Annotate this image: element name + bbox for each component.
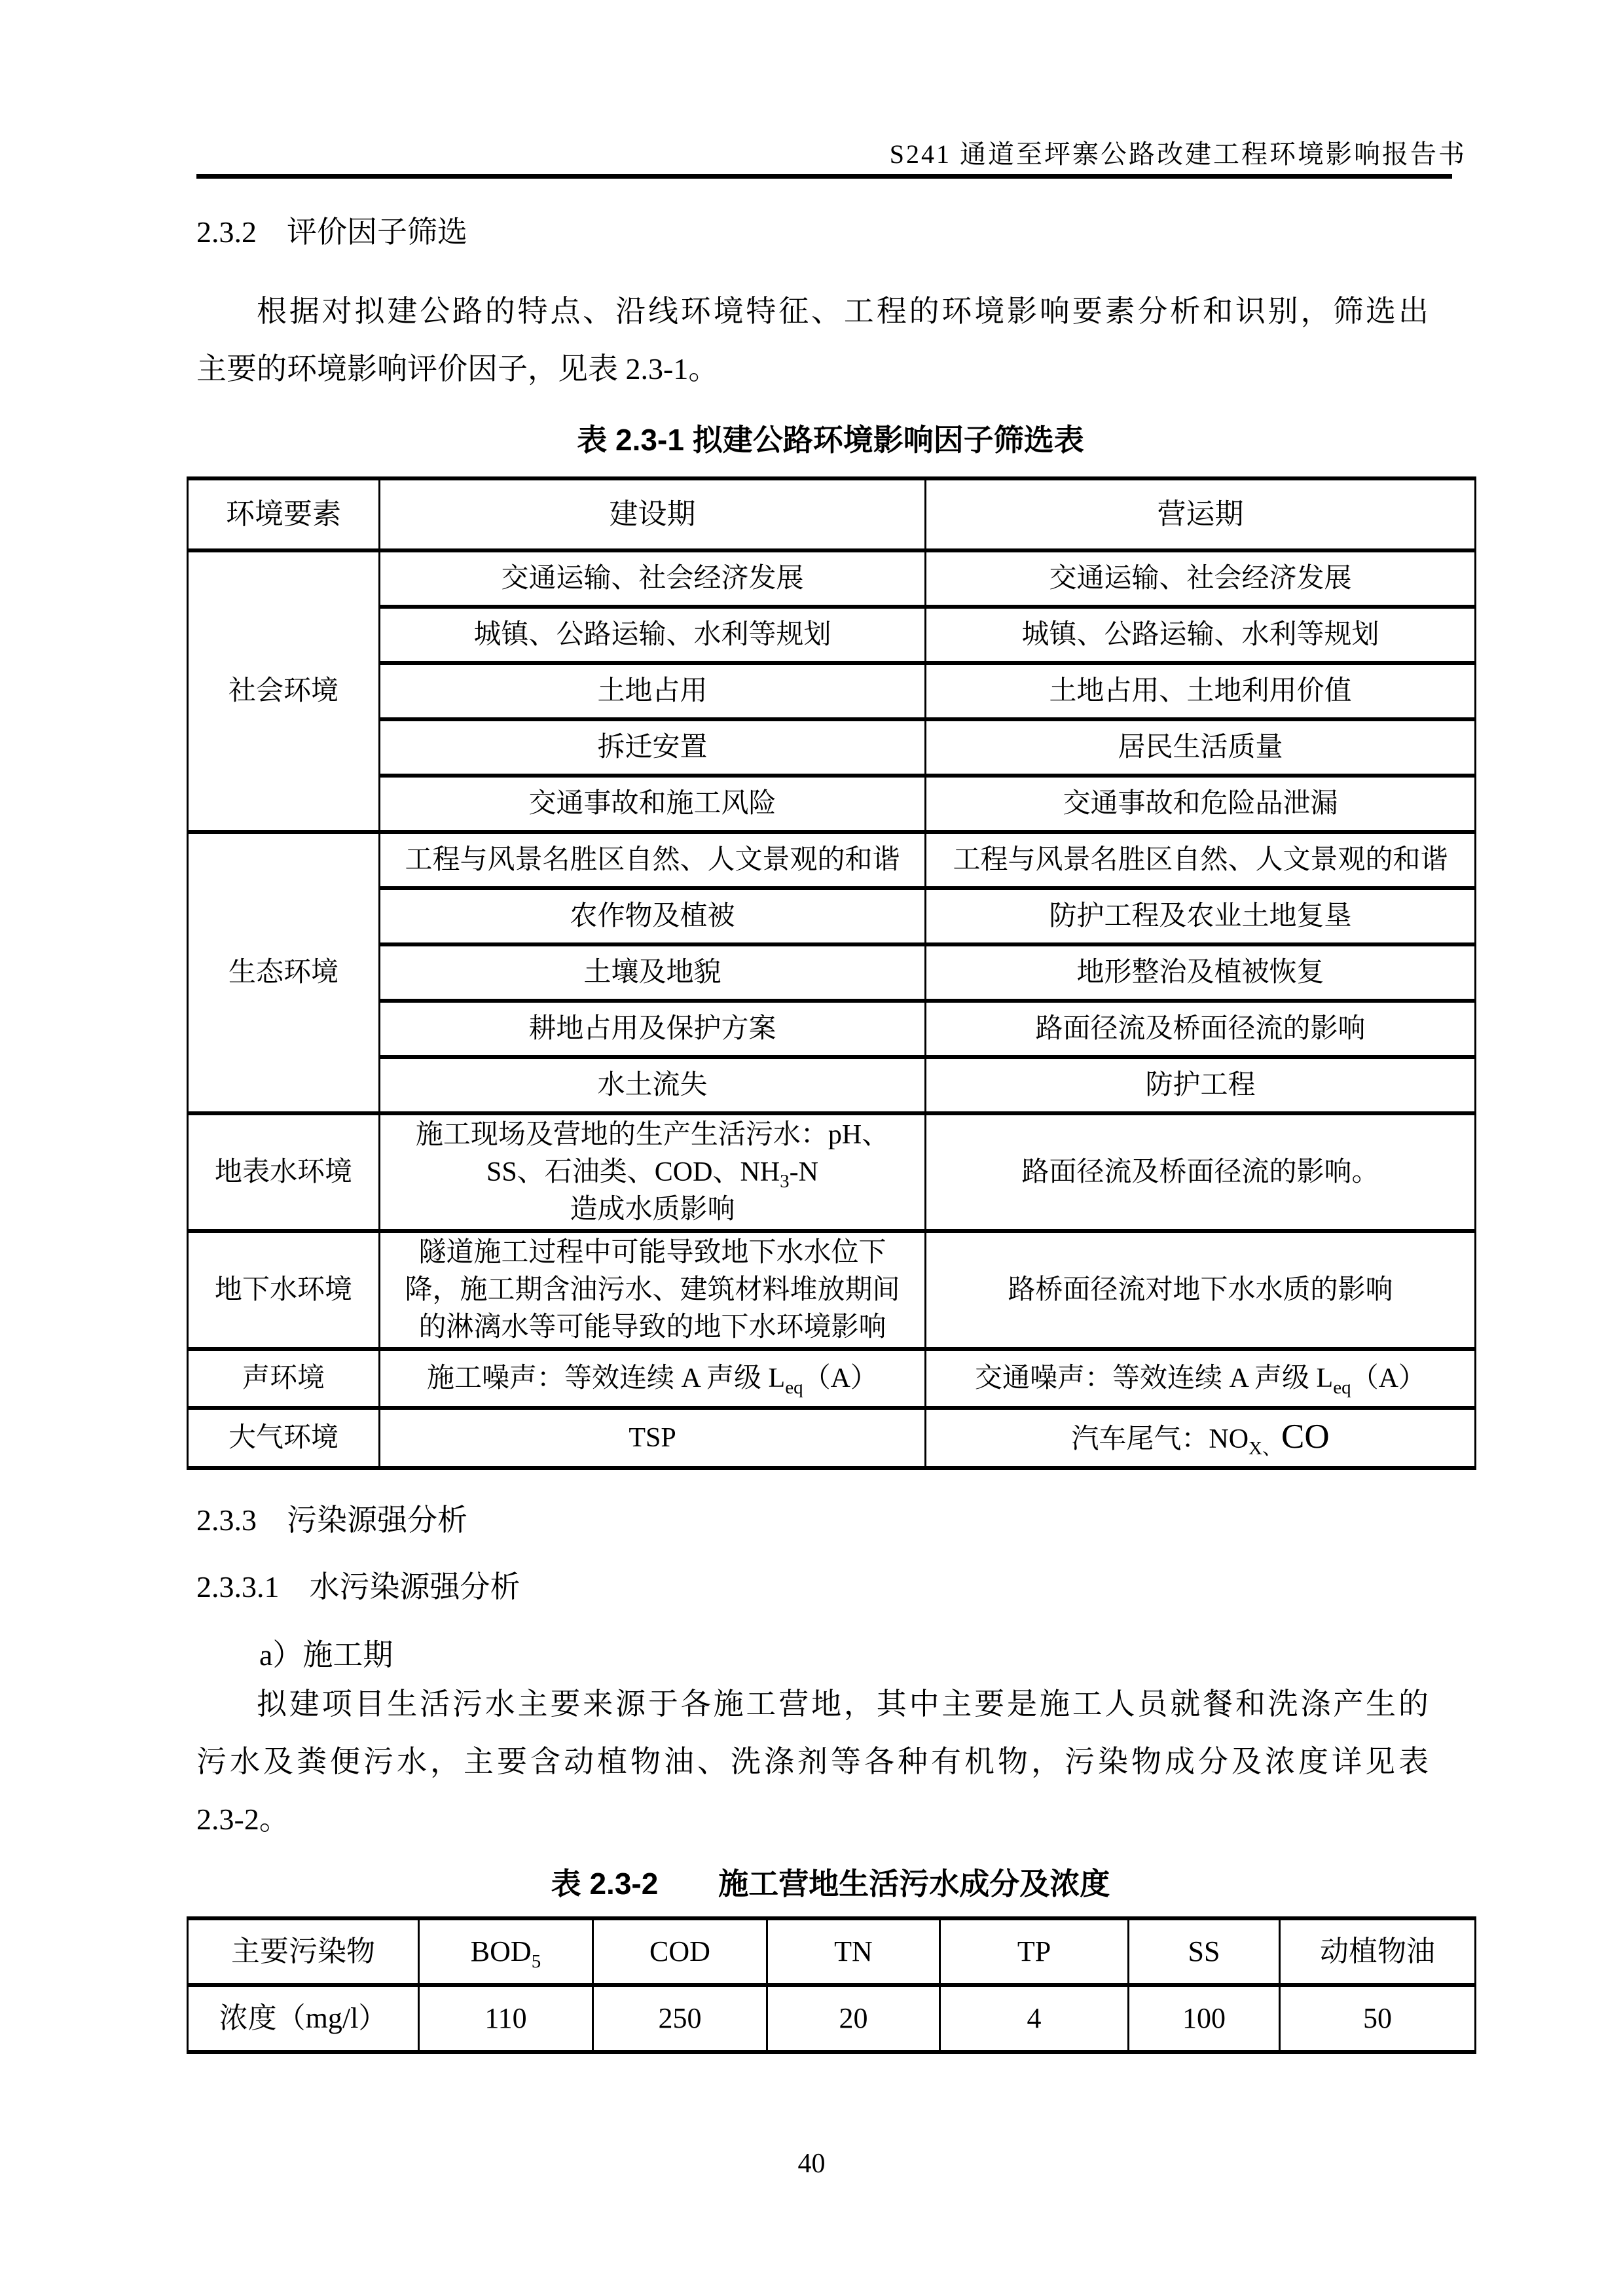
table-row — [188, 1918, 1476, 1985]
col-header-bod5 — [419, 1918, 593, 1985]
subscript: eq — [785, 1377, 803, 1398]
cell-value: 4 — [940, 1985, 1129, 2052]
table-row — [188, 663, 1476, 719]
line — [384, 1154, 921, 1191]
table-row — [188, 832, 1476, 888]
table-row — [188, 550, 1476, 607]
subscript: 5 — [531, 1951, 541, 1972]
subscript: 3 — [780, 1170, 790, 1192]
subsection-heading-a: a）施工期 — [259, 1638, 393, 1672]
paragraph-1-line-2: 主要的环境影响评价因子，见表 2.3-1。 — [196, 352, 719, 386]
air-construction-cell: TSP — [380, 1408, 926, 1468]
cell: 耕地占用及保护方案 — [380, 1001, 926, 1057]
table-row — [188, 1057, 1476, 1113]
cell: 防护工程 — [926, 1057, 1476, 1113]
running-head: S241 通道至坪寨公路改建工程环境影响报告书 — [889, 139, 1467, 169]
col-header-cod: COD — [593, 1918, 767, 1985]
table-row — [188, 1985, 1476, 2052]
page-number: 40 — [797, 2149, 826, 2179]
cell-value: 20 — [767, 1985, 940, 2052]
cell-value: 110 — [419, 1985, 593, 2052]
col-header-tp: TP — [940, 1918, 1129, 1985]
cell: 城镇、公路运输、水利等规划 — [926, 607, 1476, 663]
cell-value: 50 — [1280, 1985, 1476, 2052]
cell: 交通运输、社会经济发展 — [926, 550, 1476, 607]
noise-operation-cell — [926, 1349, 1476, 1408]
paragraph-2-line-2: 污水及粪便污水，主要含动植物油、洗涤剂等各种有机物，污染物成分及浓度详见表 — [196, 1745, 1429, 1778]
group-label-ecology: 生态环境 — [188, 832, 380, 1113]
table-row — [188, 888, 1476, 944]
cell: 土壤及地貌 — [380, 944, 926, 1001]
cell: 居民生活质量 — [926, 719, 1476, 776]
noise-construction-cell — [380, 1349, 926, 1408]
cell: 路面径流及桥面径流的影响 — [926, 1001, 1476, 1057]
impact-factor-table — [187, 476, 1476, 1470]
col-header-operation: 营运期 — [926, 478, 1476, 550]
paragraph-1-line-1: 根据对拟建公路的特点、沿线环境特征、工程的环境影响要素分析和识别，筛选出 — [257, 295, 1429, 328]
paragraph-1 — [196, 283, 1429, 398]
table-row — [188, 1349, 1476, 1408]
group-label-surface-water: 地表水环境 — [188, 1113, 380, 1231]
paragraph-2-line-3: 2.3-2。 — [196, 1803, 289, 1836]
text: BOD — [470, 1935, 532, 1967]
cell — [380, 1113, 926, 1231]
paragraph-2-line-1: 拟建项目生活污水主要来源于各施工营地，其中主要是施工人员就餐和洗涤产生的 — [257, 1687, 1429, 1721]
subscript: eq — [1333, 1377, 1351, 1398]
air-operation-cell — [926, 1408, 1476, 1468]
text: CO — [1281, 1418, 1330, 1456]
ground-water-construction-cell — [384, 1234, 921, 1346]
table-row — [188, 607, 1476, 663]
text: 施工噪声：等效连续 A 声级 L — [427, 1363, 786, 1393]
table-row — [188, 1113, 1476, 1231]
cell: 路桥面径流对地下水水质的影响 — [926, 1231, 1476, 1349]
table-row — [188, 719, 1476, 776]
line — [384, 1191, 921, 1229]
header-rule — [196, 174, 1452, 179]
cell: 工程与风景名胜区自然、人文景观的和谐 — [926, 832, 1476, 888]
cell: 土地占用 — [380, 663, 926, 719]
cell: 土地占用、土地利用价值 — [926, 663, 1476, 719]
text: 施工现场及营地的生产生活污水：pH、 — [415, 1119, 890, 1150]
table-row — [188, 944, 1476, 1001]
cell: 农作物及植被 — [380, 888, 926, 944]
text: （A） — [803, 1363, 878, 1393]
col-header-ss: SS — [1129, 1918, 1280, 1985]
cell-value: 250 — [593, 1985, 767, 2052]
table-row — [188, 1408, 1476, 1468]
text: 汽车尾气：NO — [1071, 1424, 1249, 1454]
cell: 工程与风景名胜区自然、人文景观的和谐 — [380, 832, 926, 888]
cell: 水土流失 — [380, 1057, 926, 1113]
group-label-social: 社会环境 — [188, 550, 380, 832]
text: （A） — [1351, 1363, 1426, 1393]
cell: 交通运输、社会经济发展 — [380, 550, 926, 607]
group-label-ground-water: 地下水环境 — [188, 1231, 380, 1349]
table2-title: 表 2.3-2 施工营地生活污水成分及浓度 — [551, 1867, 1110, 1901]
group-label-noise: 声环境 — [188, 1349, 380, 1408]
group-label-air: 大气环境 — [188, 1408, 380, 1468]
col-header-pollutant: 主要污染物 — [188, 1918, 419, 1985]
cell — [380, 1231, 926, 1349]
text: 造成水质影响 — [570, 1194, 735, 1225]
text: -N — [789, 1157, 818, 1187]
surface-water-construction-cell — [384, 1117, 921, 1229]
subscript: X、 — [1249, 1438, 1281, 1459]
cell: 拆迁安置 — [380, 719, 926, 776]
table-row — [188, 478, 1476, 550]
row-label-concentration: 浓度（mg/l） — [188, 1985, 419, 2052]
cell: 城镇、公路运输、水利等规划 — [380, 607, 926, 663]
cell-value: 100 — [1129, 1985, 1280, 2052]
col-header-tn: TN — [767, 1918, 940, 1985]
line: 的淋漓水等可能导致的地下水环境影响 — [418, 1312, 886, 1342]
cell: 交通事故和危险品泄漏 — [926, 776, 1476, 832]
sewage-concentration-table — [187, 1916, 1476, 2054]
section-heading-232: 2.3.2 评价因子筛选 — [196, 215, 467, 249]
line: 隧道施工过程中可能导致地下水水位下 — [418, 1237, 886, 1268]
cell: 路面径流及桥面径流的影响。 — [926, 1113, 1476, 1231]
section-heading-233: 2.3.3 污染源强分析 — [196, 1503, 467, 1537]
table-row — [188, 1001, 1476, 1057]
col-header-factor: 环境要素 — [188, 478, 380, 550]
col-header-construction: 建设期 — [380, 478, 926, 550]
table-row — [188, 1231, 1476, 1349]
text: SS、石油类、COD、NH — [486, 1157, 780, 1187]
cell: 交通事故和施工风险 — [380, 776, 926, 832]
cell: 地形整治及植被恢复 — [926, 944, 1476, 1001]
line — [384, 1117, 921, 1154]
line: 降，施工期含油污水、建筑材料堆放期间 — [405, 1274, 900, 1305]
table1-title: 表 2.3-1 拟建公路环境影响因子筛选表 — [577, 423, 1084, 457]
text: 交通噪声：等效连续 A 声级 L — [975, 1363, 1334, 1393]
col-header-oil: 动植物油 — [1280, 1918, 1476, 1985]
section-heading-2331: 2.3.3.1 水污染源强分析 — [196, 1570, 520, 1604]
table-row — [188, 776, 1476, 832]
cell: 防护工程及农业土地复垦 — [926, 888, 1476, 944]
paragraph-2 — [196, 1676, 1429, 1848]
